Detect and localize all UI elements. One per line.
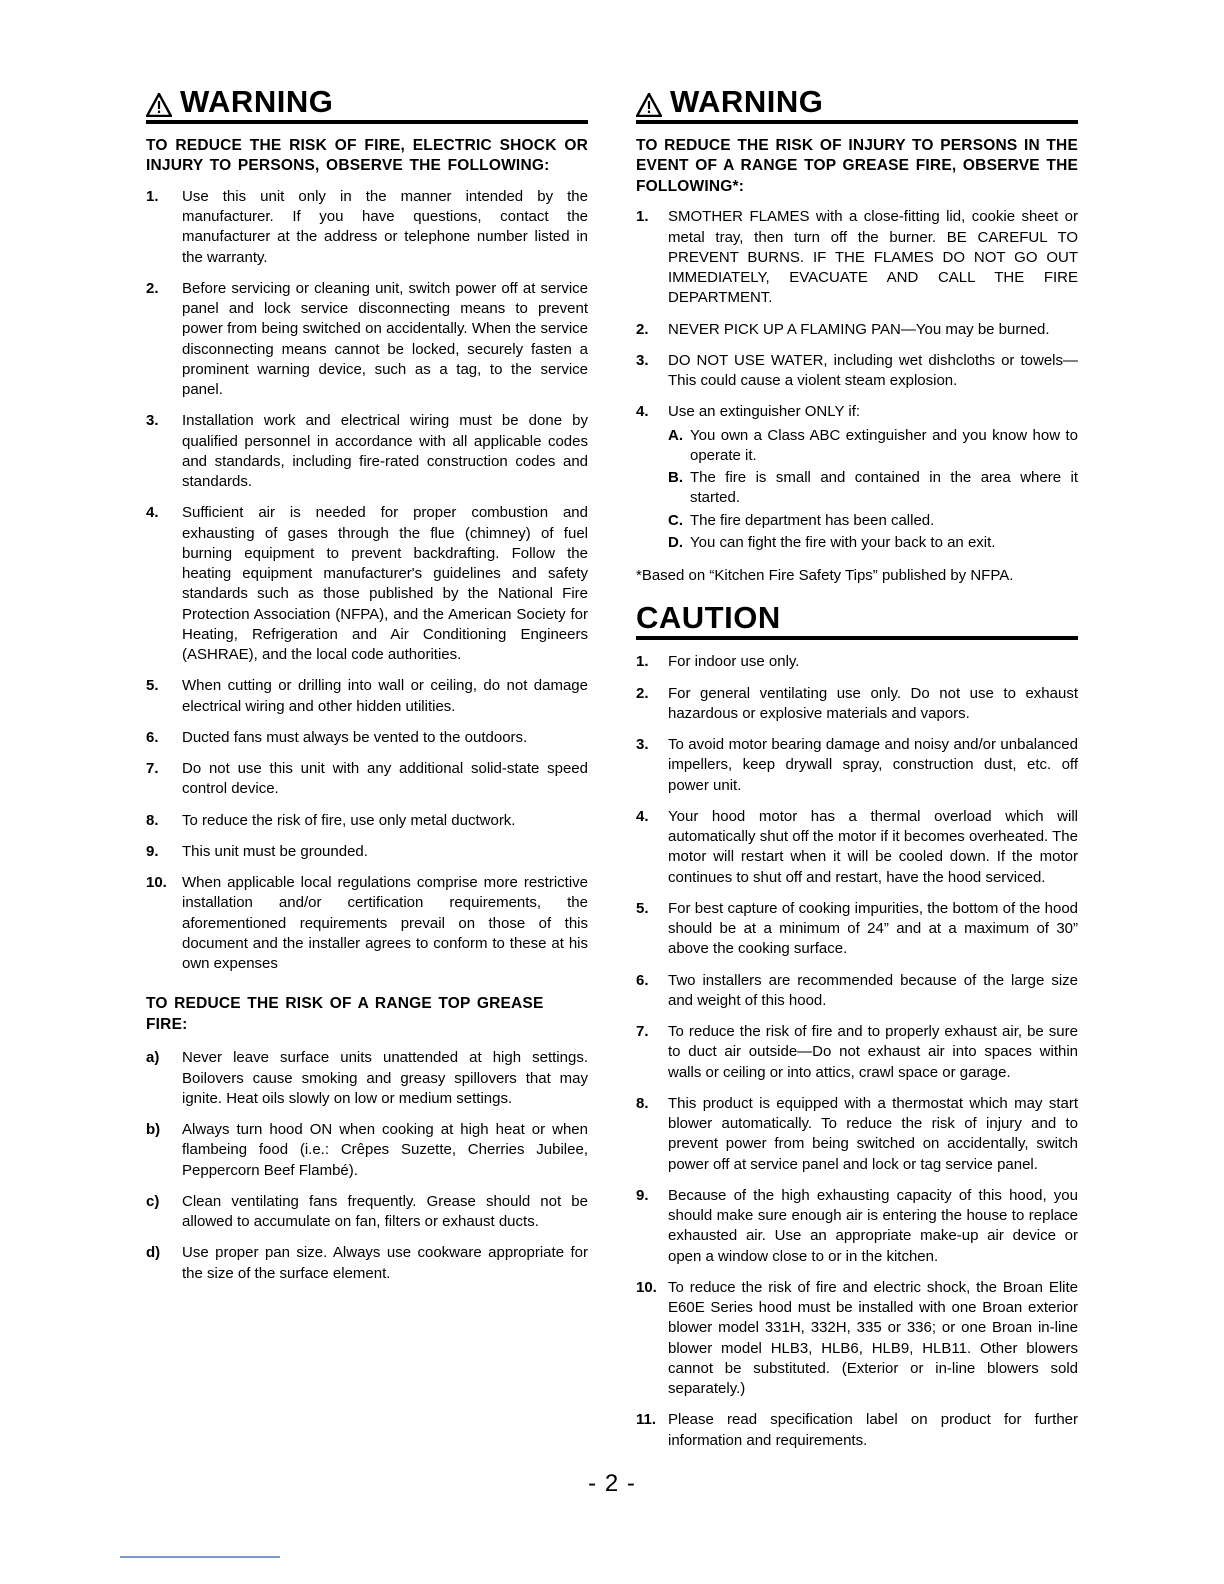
warning-triangle-icon — [146, 93, 172, 117]
list-marker: d) — [146, 1244, 161, 1262]
list-marker: 4. — [636, 403, 649, 421]
grease-fire-list — [146, 1048, 588, 1284]
caution-list — [636, 652, 1078, 1451]
list-item — [636, 1278, 1078, 1400]
list-text: Your hood motor has a thermal overload which will automatically shut off the motor if it becomes overheated. The motor will restart when it will be cooled down. If the motor continues to shut off and restart, have the hood serviced. — [668, 807, 1078, 886]
list-text: When cutting or drilling into wall or ceiling, do not damage electrical wiring and other hidden utilities. — [182, 677, 588, 715]
list-marker: 5. — [636, 899, 649, 917]
right-column — [636, 86, 1078, 1462]
left-column — [146, 86, 588, 1462]
list-text: DO NOT USE WATER, including wet dishcloths or towels—This could cause a violent steam explosion. — [668, 351, 1078, 390]
list-item — [636, 684, 1078, 725]
sub-list-item — [668, 426, 1078, 467]
list-text: For best capture of cooking impurities, the bottom of the hood should be at a minimum of 24” and at a maximum of 30” above the cooking surface. — [668, 899, 1078, 958]
list-marker: 1. — [636, 208, 649, 226]
list-item — [636, 899, 1078, 960]
list-item — [146, 842, 588, 862]
sub-list-marker: A. — [668, 426, 683, 444]
sub-list-item — [668, 533, 1078, 553]
list-marker: 10. — [636, 1278, 657, 1296]
list-text: Ducted fans must always be vented to the outdoors. — [182, 728, 528, 746]
list-item — [146, 1120, 588, 1181]
list-text: To reduce the risk of fire, use only metal ductwork. — [182, 811, 516, 829]
list-marker: 7. — [146, 760, 159, 778]
list-item — [636, 652, 1078, 672]
grease-fire-section-title: TO REDUCE THE RISK OF A RANGE TOP GREASE FIRE: — [146, 995, 544, 1034]
list-text: Use an extinguisher ONLY if: — [668, 403, 861, 421]
list-item — [146, 1243, 588, 1284]
list-marker: 3. — [636, 736, 649, 754]
list-item — [636, 402, 1078, 555]
list-marker: 9. — [636, 1186, 649, 1204]
sub-list-text: The fire department has been called. — [690, 511, 935, 529]
left-warning-list — [146, 187, 588, 975]
list-item — [146, 1192, 588, 1233]
list-marker: 9. — [146, 842, 159, 860]
divider-left-warning — [146, 120, 588, 124]
list-marker: 6. — [146, 728, 159, 746]
list-text-group — [668, 402, 1078, 555]
list-marker: 2. — [636, 320, 649, 338]
list-item — [146, 676, 588, 717]
warning-heading-right — [636, 86, 1078, 117]
list-text: This product is equipped with a thermostat which may start blower automatically. To reduce the risk of injury and to prevent power from being switched on accidentally, switch power off at service panel and lock or tag service panel. — [668, 1094, 1078, 1173]
list-marker: 5. — [146, 677, 159, 695]
list-marker: 8. — [146, 811, 159, 829]
list-text: Use this unit only in the manner intended by the manufacturer. If you have questions, contact the manufacturer at the address or telephone number listed in the warranty. — [182, 187, 588, 266]
list-item — [636, 971, 1078, 1012]
extinguisher-sublist — [668, 426, 1078, 554]
list-text: Clean ventilating fans frequently. Grease should not be allowed to accumulate on fan, filters or exhaust ducts. — [182, 1192, 588, 1230]
list-text: Because of the high exhausting capacity of this hood, you should make sure enough air is entering the house to replace exhausted air. Use an appropriate make-up air device or open a window close to or in the kitchen. — [668, 1186, 1078, 1265]
two-column-layout — [146, 86, 1078, 1462]
sub-list-item — [668, 468, 1078, 509]
sub-list-text: The fire is small and contained in the area where it started. — [690, 469, 1078, 507]
list-text: Two installers are recommended because of the large size and weight of this hood. — [668, 971, 1078, 1009]
list-marker: 11. — [636, 1411, 657, 1429]
list-marker: 1. — [636, 653, 649, 671]
list-marker: 4. — [146, 504, 159, 522]
divider-caution — [636, 636, 1078, 640]
list-item — [636, 351, 1078, 392]
list-item — [636, 1094, 1078, 1175]
list-text: When applicable local regulations comprise more restrictive installation and/or certification requirements, the aforementioned requirements prevail on those of this document and the installer agrees to conform to these at his own expenses — [182, 874, 588, 973]
list-item — [146, 1048, 588, 1109]
sub-list-item — [668, 511, 1078, 531]
list-text: Use proper pan size. Always use cookware appropriate for the size of the surface element. — [182, 1244, 588, 1282]
left-warning-subhead: TO REDUCE THE RISK OF FIRE, ELECTRIC SHOCK OR INJURY TO PERSONS, OBSERVE THE FOLLOWING: — [146, 137, 588, 175]
list-marker: a) — [146, 1049, 160, 1067]
list-text: To avoid motor bearing damage and noisy and/or unbalanced impellers, keep drywall spray, construction dust, etc. off power unit. — [668, 736, 1078, 794]
warning-triangle-icon — [636, 93, 662, 117]
caution-title: CAUTION — [636, 600, 781, 636]
list-text: Never leave surface units unattended at high settings. Boilovers cause smoking and greasy spillovers that may ignite. Heat oils slowly on low or medium settings. — [182, 1049, 588, 1107]
list-marker: 7. — [636, 1023, 649, 1041]
right-warning-subhead: TO REDUCE THE RISK OF INJURY TO PERSONS IN THE EVENT OF A RANGE TOP GREASE FIRE, OBSERVE THE FOLLOWING*: — [636, 137, 1078, 195]
list-text: Always turn hood ON when cooking at high heat or when flambeing food (i.e.: Crêpes Suzette, Cherries Jubilee, Peppercorn Beef Flambé). — [182, 1121, 588, 1179]
list-marker: 10. — [146, 874, 167, 892]
sub-list-text: You can fight the fire with your back to an exit. — [690, 533, 996, 551]
list-item — [146, 411, 588, 492]
list-item — [146, 759, 588, 800]
sub-list-marker: C. — [668, 511, 683, 529]
divider-right-warning — [636, 120, 1078, 124]
list-marker: 2. — [146, 279, 159, 297]
list-text: To reduce the risk of fire and to properly exhaust air, be sure to duct air outside—Do not exhaust air into spaces within walls or ceiling or into attics, crawl space or garage. — [668, 1023, 1078, 1081]
right-warning-list — [636, 207, 1078, 555]
list-text: For general ventilating use only. Do not use to exhaust hazardous or explosive materials and vapors. — [668, 684, 1078, 722]
list-item — [636, 1186, 1078, 1267]
list-text: This unit must be grounded. — [182, 842, 368, 860]
list-marker: b) — [146, 1121, 161, 1138]
list-item — [146, 811, 588, 831]
list-item — [636, 1410, 1078, 1451]
list-marker: 6. — [636, 971, 649, 989]
list-marker: 3. — [146, 412, 159, 430]
list-text: Please read specification label on product for further information and requirements. — [668, 1411, 1078, 1449]
bottom-edge-mark — [120, 1556, 280, 1558]
list-marker: 3. — [636, 351, 649, 369]
sub-list-marker: B. — [668, 469, 683, 487]
list-item — [636, 735, 1078, 796]
warning-heading-left — [146, 86, 588, 117]
list-item — [636, 207, 1078, 308]
list-text: For indoor use only. — [668, 653, 800, 671]
warning-title-left: WARNING — [180, 84, 334, 119]
warning-title-right: WARNING — [670, 84, 824, 119]
list-item — [146, 728, 588, 748]
list-marker: c) — [146, 1192, 160, 1210]
list-text: Sufficient air is needed for proper combustion and exhausting of gases through the flue (chimney) of fuel burning equipment to prevent backdrafting. Follow the heating equipment manufacturer's guidelines and safety standards such as those published by the National Fire Protection Association (NFPA), and the American Society for Heating, Refrigeration and Air Conditioning Engineers (ASHRAE), and the local code authorities. — [182, 504, 588, 664]
list-item — [146, 873, 588, 974]
nfpa-footnote: *Based on “Kitchen Fire Safety Tips” published by NFPA. — [636, 567, 1014, 585]
list-text: To reduce the risk of fire and electric shock, the Broan Elite E60E Series hood must be installed with one Broan exterior blower model 331H, 332H, 335 or 336; or one Broan in-line blower model HLB3, HLB6, HLB9, HLB11. Other blowers cannot be substituted. (Exterior or in-line blowers sold separately.) — [668, 1278, 1078, 1398]
list-marker: 2. — [636, 684, 649, 702]
page-number: - 2 - — [588, 1470, 636, 1497]
list-text: SMOTHER FLAMES with a close-fitting lid, cookie sheet or metal tray, then turn off the burner. BE CAREFUL TO PREVENT BURNS. IF THE FLAMES DO NOT GO OUT IMMEDIATELY, EVACUATE AND CALL THE FIRE DEPARTMENT. — [668, 208, 1078, 307]
list-marker: 8. — [636, 1094, 649, 1112]
list-item — [636, 1022, 1078, 1083]
list-item — [146, 279, 588, 401]
list-item — [636, 807, 1078, 888]
list-marker: 1. — [146, 187, 159, 205]
list-item — [636, 320, 1078, 340]
list-marker: 4. — [636, 807, 649, 825]
sub-list-text: You own a Class ABC extinguisher and you know how to operate it. — [690, 426, 1078, 464]
list-text: Installation work and electrical wiring must be done by qualified personnel in accordance with all applicable codes and standards, including fire-rated construction codes and standards. — [182, 412, 588, 491]
list-text: Before servicing or cleaning unit, switch power off at service panel and lock service disconnecting means to prevent power from being switched on accidentally. When the service disconnecting means cannot be locked, securely fasten a prominent warning device, such as a tag, to the service panel. — [182, 279, 588, 399]
list-text: Do not use this unit with any additional solid-state speed control device. — [182, 760, 588, 798]
list-text: NEVER PICK UP A FLAMING PAN—You may be burned. — [668, 320, 1050, 338]
list-item — [146, 503, 588, 665]
list-item — [146, 187, 588, 268]
sub-list-marker: D. — [668, 533, 683, 551]
